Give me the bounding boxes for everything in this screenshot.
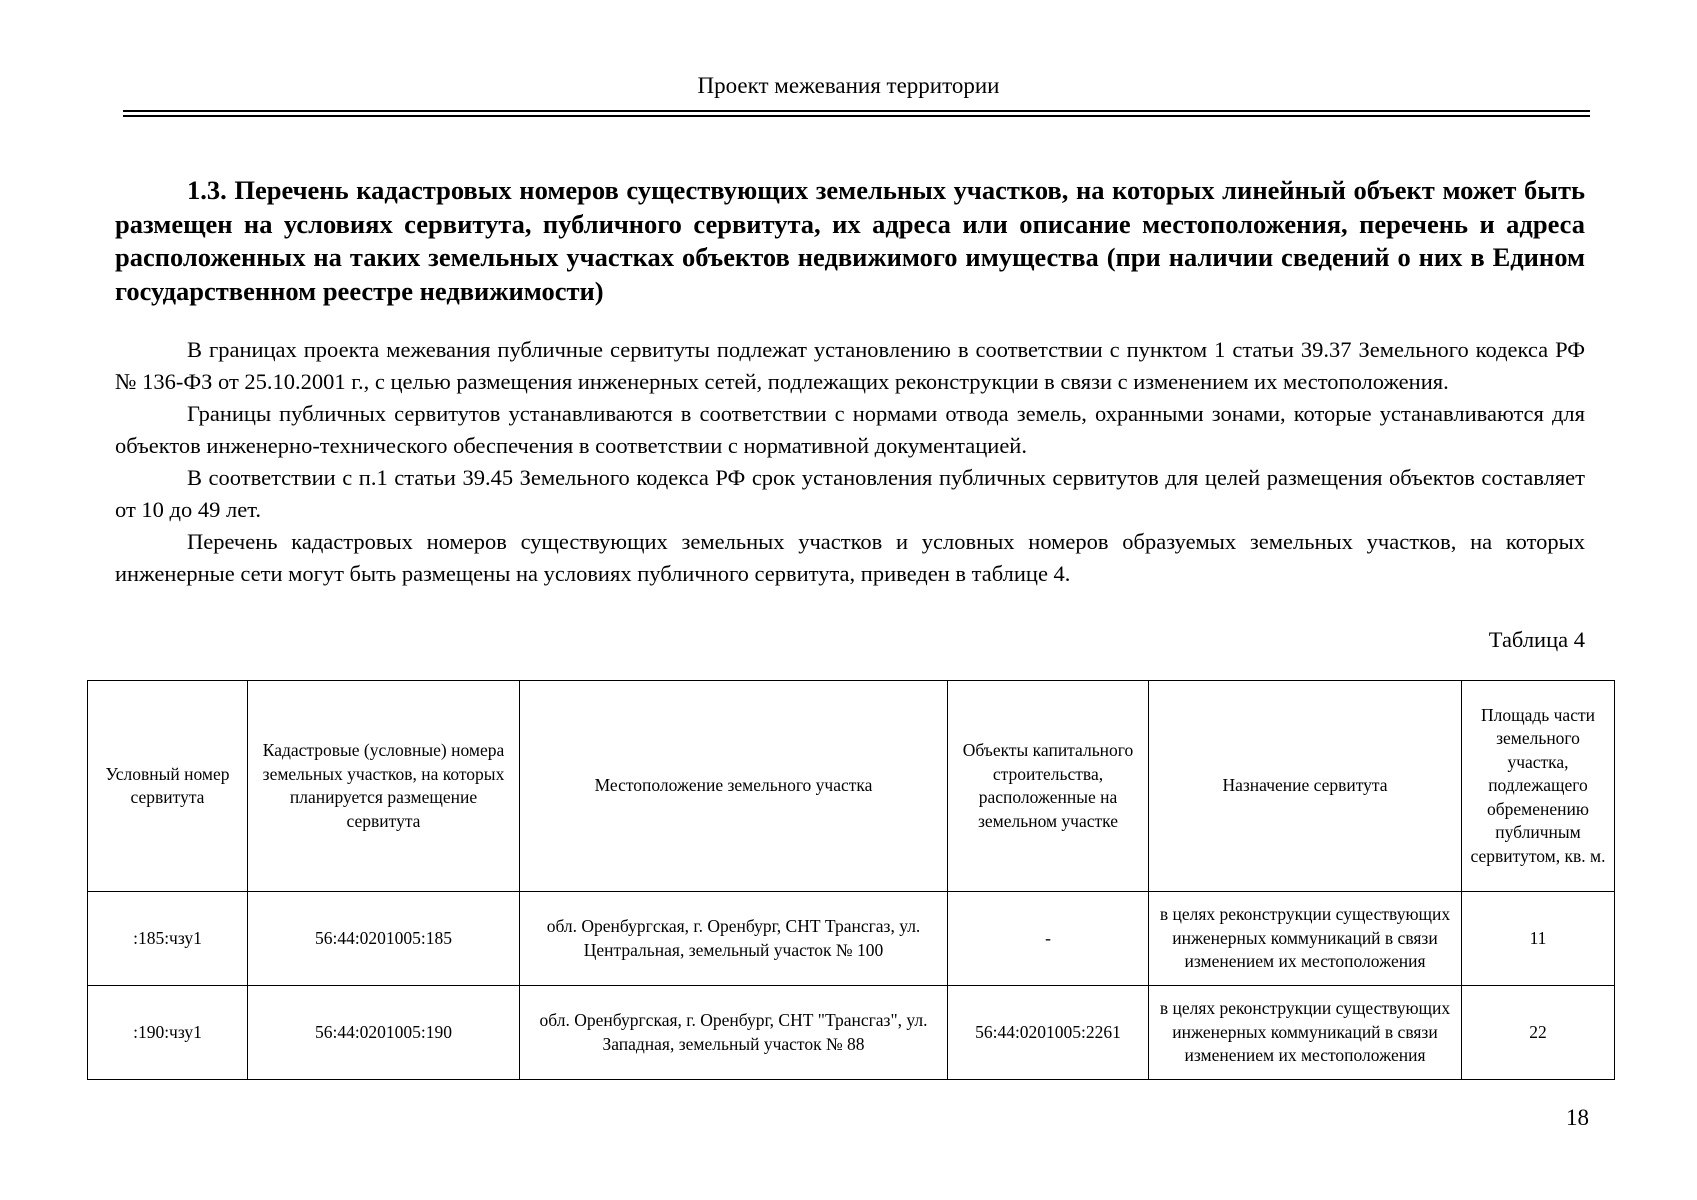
cell-servitude-number: :190:чзу1 bbox=[88, 986, 248, 1080]
col-header-purpose: Назначение сервитута bbox=[1149, 681, 1462, 892]
header-rule-top bbox=[123, 110, 1590, 112]
servitude-table bbox=[87, 680, 1615, 1080]
table-row bbox=[88, 892, 1615, 986]
table-caption: Таблица 4 bbox=[1488, 627, 1585, 652]
cell-location: обл. Оренбургская, г. Оренбург, СНТ "Трансгаз", ул. Западная, земельный участок № 88 bbox=[520, 986, 948, 1080]
paragraph: Границы публичных сервитутов устанавливаются в соответствии с нормами отвода земель, охранными зонами, которые устанавливаются для объектов инженерно-технического обеспечения в соответствии с нормативной документацией. bbox=[115, 401, 1585, 458]
page-number: 18 bbox=[1566, 1105, 1589, 1130]
cell-capital-objects: - bbox=[948, 892, 1149, 986]
cell-capital-objects: 56:44:0201005:2261 bbox=[948, 986, 1149, 1080]
cell-location: обл. Оренбургская, г. Оренбург, СНТ Трансгаз, ул. Центральная, земельный участок № 100 bbox=[520, 892, 948, 986]
cell-cadastral-number: 56:44:0201005:185 bbox=[248, 892, 520, 986]
paragraph: Перечень кадастровых номеров существующих земельных участков и условных номеров образуемых земельных участков, на которых инженерные сети могут быть размещены на условиях публичного сервитута, приведен в таблице 4. bbox=[115, 529, 1585, 586]
table-header-row bbox=[88, 681, 1615, 892]
col-header-area: Площадь части земельного участка, подлежащего обременению публичным сервитутом, кв. м. bbox=[1462, 681, 1615, 892]
cell-area: 11 bbox=[1462, 892, 1615, 986]
cell-purpose: в целях реконструкции существующих инженерных коммуникаций в связи изменением их местоположения bbox=[1149, 986, 1462, 1080]
col-header-location: Местоположение земельного участка bbox=[520, 681, 948, 892]
table-row bbox=[88, 986, 1615, 1080]
section-heading: 1.3. Перечень кадастровых номеров существующих земельных участков, на которых линейный объект может быть размещен на условиях сервитута, публичного сервитута, их адреса или описание местоположения, перечень и адреса расположенных на таких земельных участках объектов недвижимого имущества (при наличии сведений о них в Едином государственном реестре недвижимости) bbox=[115, 175, 1585, 306]
header-rule-bottom bbox=[123, 115, 1590, 117]
col-header-servitude-number: Условный номер сервитута bbox=[88, 681, 248, 892]
col-header-capital-objects: Объекты капитального строительства, расположенные на земельном участке bbox=[948, 681, 1149, 892]
col-header-cadastral-numbers: Кадастровые (условные) номера земельных участков, на которых планируется размещение сервитута bbox=[248, 681, 520, 892]
paragraph: В соответствии с п.1 статьи 39.45 Земельного кодекса РФ срок установления публичных сервитутов для целей размещения объектов составляет от 10 до 49 лет. bbox=[115, 465, 1585, 522]
cell-cadastral-number: 56:44:0201005:190 bbox=[248, 986, 520, 1080]
paragraph: В границах проекта межевания публичные сервитуты подлежат установлению в соответствии с пунктом 1 статьи 39.37 Земельного кодекса РФ № 136-ФЗ от 25.10.2001 г., с целью размещения инженерных сетей, подлежащих реконструкции в связи с изменением их местоположения. bbox=[115, 337, 1585, 394]
cell-servitude-number: :185:чзу1 bbox=[88, 892, 248, 986]
running-header: Проект межевания территории bbox=[697, 73, 1000, 98]
cell-purpose: в целях реконструкции существующих инженерных коммуникаций в связи изменением их местоположения bbox=[1149, 892, 1462, 986]
body-text bbox=[115, 334, 1585, 590]
cell-area: 22 bbox=[1462, 986, 1615, 1080]
